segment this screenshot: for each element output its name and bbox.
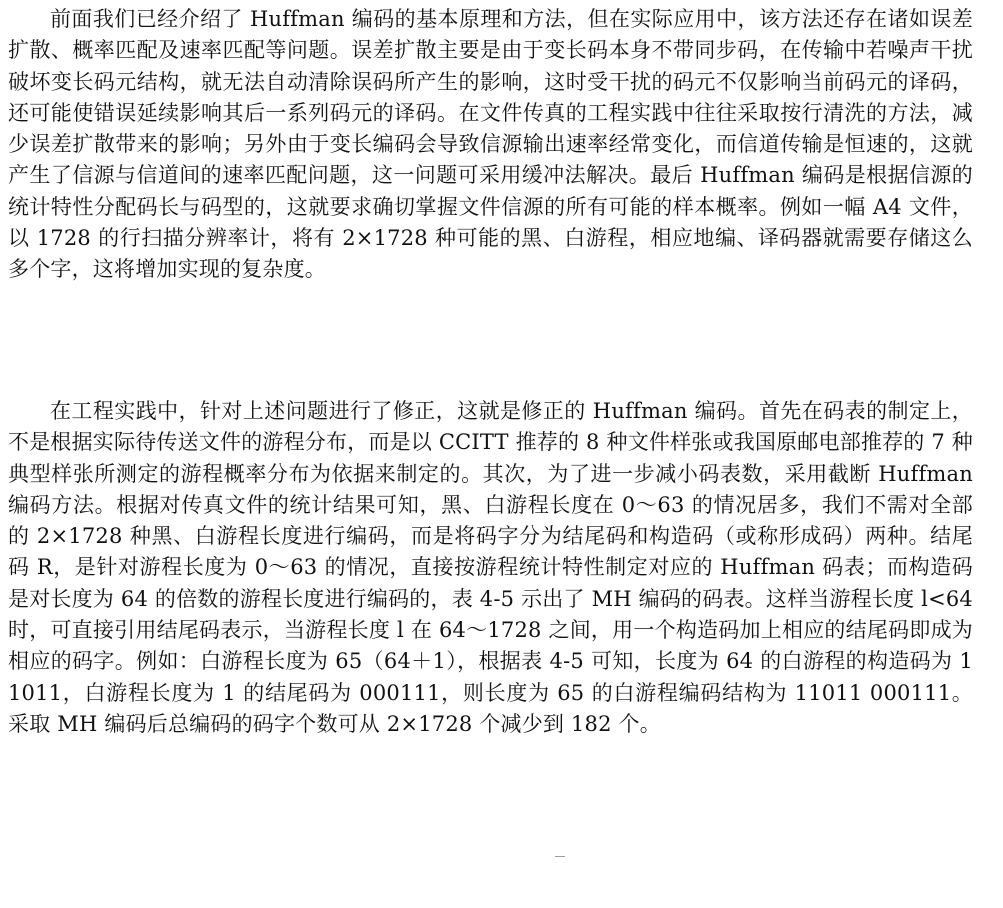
scan-mark bbox=[555, 856, 565, 857]
paragraph-modified-huffman: 在工程实践中，针对上述问题进行了修正，这就是修正的 Huffman 编码。首先在码表的制定上，不是根据实际待传送文件的游程分布，而是以 CCITT 推荐的 8 种文件样张或我国原邮电部推荐的 7 种典型样张所测定的游程概率分布为依据来制定的。其次，为了进一步减小码表数，采用截断 Huffman 编码方法。根据对传真文件的统计结果可知，黑、白游程长度在 0～63 的情况居多，我们不需对全部的 2×1728 种黑、白游程长度进行编码，而是将码字分为结尾码和构造码（或称形成码）两种。结尾码 R，是针对游程长度为 0～63 的情况，直接按游程统计特性制定对应的 Huffman 码表；而构造码是对长度为 64 的倍数的游程长度进行编码的，表 4-5 示出了 MH 编码的码表。这样当游程长度 l<64 时，可直接引用结尾码表示，当游程长度 l 在 64～1728 之间，用一个构造码加上相应的结尾码即成为相应的码字。例如：白游程长度为 65（64＋1），根据表 4-5 可知，长度为 64 的白游程的构造码为 11011，白游程长度为 1 的结尾码为 000111，则长度为 65 的白游程编码结构为 11011 000111。采取 MH 编码后总编码的码字个数可从 2×1728 个减少到 182 个。 bbox=[8, 399, 974, 736]
paragraph-huffman-problems: 前面我们已经介绍了 Huffman 编码的基本原理和方法，但在实际应用中，该方法还存在诸如误差扩散、概率匹配及速率匹配等问题。误差扩散主要是由于变长码本身不带同步码，在传输中若噪声干扰破坏变长码元结构，就无法自动清除误码所产生的影响，这时受干扰的码元不仅影响当前码元的译码，还可能使错误延续影响其后一系列码元的译码。在文件传真的工程实践中往往采取按行清洗的方法，减少误差扩散带来的影响；另外由于变长编码会导致信源输出速率经常变化，而信道传输是恒速的，这就产生了信源与信道间的速率匹配问题，这一问题可采用缓冲法解决。最后 Huffman 编码是根据信源的统计特性分配码长与码型的，这就要求确切掌握文件信源的所有可能的样本概率。例如一幅 A4 文件，以 1728 的行扫描分辨率计，将有 2×1728 种可能的黑、白游程，相应地编、译码器就需要存储这么多个字，这将增加实现的复杂度。 bbox=[8, 7, 973, 282]
